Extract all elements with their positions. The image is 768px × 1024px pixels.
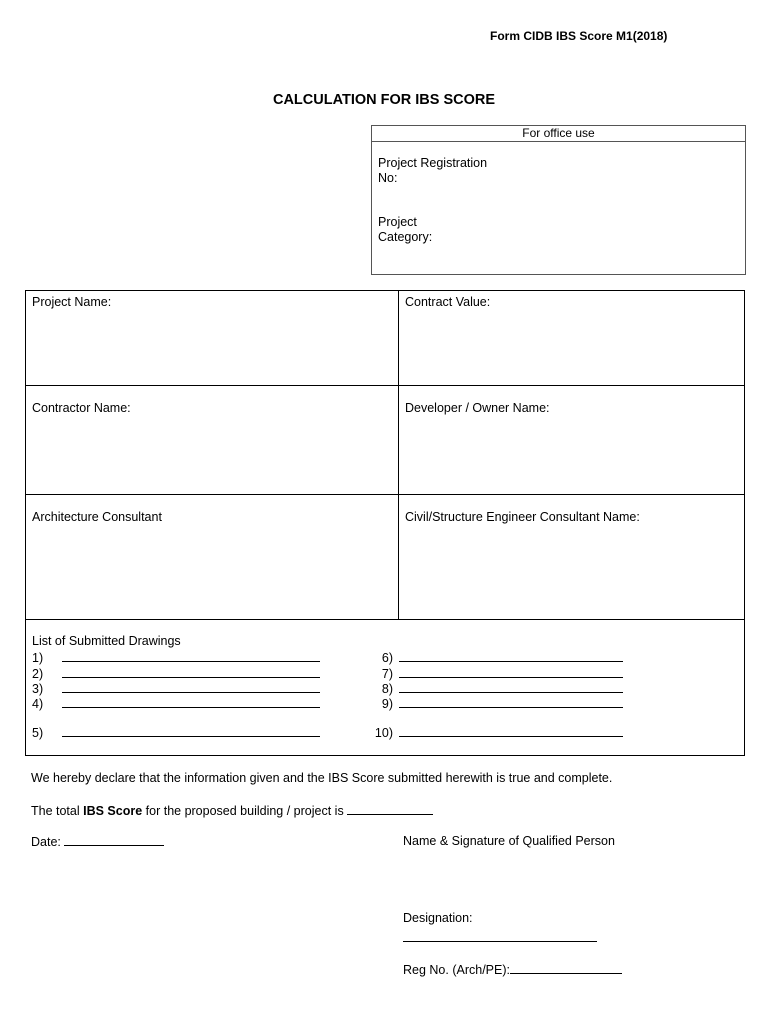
drawing-entry-2[interactable]: 2): [32, 666, 320, 682]
contract-value-label: Contract Value:: [405, 295, 491, 309]
page-title: CALCULATION FOR IBS SCORE: [272, 92, 496, 108]
drawings-list-title: List of Submitted Drawings: [32, 634, 181, 648]
form-id: Form CIDB IBS Score M1(2018): [490, 29, 668, 43]
drawing-entry-9[interactable]: 9): [363, 696, 623, 712]
designation-blank[interactable]: [403, 930, 597, 942]
civil-engineer-cell[interactable]: [399, 495, 744, 619]
designation-label: Designation:: [403, 911, 473, 925]
project-registration-no-label: No:: [378, 171, 398, 185]
reg-no-line: [403, 962, 622, 977]
project-name-cell[interactable]: [26, 291, 398, 385]
drawing-entry-4[interactable]: 4): [32, 696, 320, 712]
drawing-entry-8[interactable]: 8): [363, 681, 623, 697]
project-category-label: Project: [378, 215, 417, 229]
date-line: [31, 834, 164, 849]
date-blank[interactable]: [64, 834, 164, 846]
office-use-box: [371, 125, 746, 275]
total-ibs-score-line: The total IBS Score for the proposed building / project is: [31, 803, 433, 818]
date-label: Date:: [31, 835, 65, 849]
architecture-consultant-label: Architecture Consultant: [32, 510, 162, 524]
drawing-entry-6[interactable]: 6): [363, 650, 623, 666]
signature-label: Name & Signature of Qualified Person: [403, 834, 615, 848]
designation-line[interactable]: [403, 930, 597, 945]
developer-owner-label: Developer / Owner Name:: [405, 401, 550, 415]
civil-engineer-label: Civil/Structure Engineer Consultant Name:: [405, 510, 640, 524]
contract-value-cell[interactable]: [399, 291, 744, 385]
project-details-table: [25, 290, 745, 756]
contractor-name-cell[interactable]: [26, 386, 398, 494]
drawing-entry-3[interactable]: 3): [32, 681, 320, 697]
project-name-label: Project Name:: [32, 295, 112, 309]
reg-no-label: Reg No. (Arch/PE):: [403, 963, 510, 977]
drawing-entry-1[interactable]: 1): [32, 650, 320, 666]
total-ibs-score-blank[interactable]: [347, 803, 433, 815]
declaration-statement: We hereby declare that the information given and the IBS Score submitted herewith is true and complete.: [31, 771, 613, 785]
row-divider: [26, 619, 744, 620]
office-use-heading: For office use: [372, 126, 745, 142]
drawing-entry-5[interactable]: 5): [32, 725, 320, 741]
drawing-entry-7[interactable]: 7): [363, 666, 623, 682]
architecture-consultant-cell[interactable]: [26, 495, 398, 619]
reg-no-blank[interactable]: [510, 962, 622, 974]
drawing-entry-10[interactable]: 10): [363, 725, 623, 741]
developer-owner-cell[interactable]: [399, 386, 744, 494]
project-category-suffix: Category:: [378, 230, 433, 244]
contractor-name-label: Contractor Name:: [32, 401, 131, 415]
project-registration-label: Project Registration: [378, 156, 488, 170]
